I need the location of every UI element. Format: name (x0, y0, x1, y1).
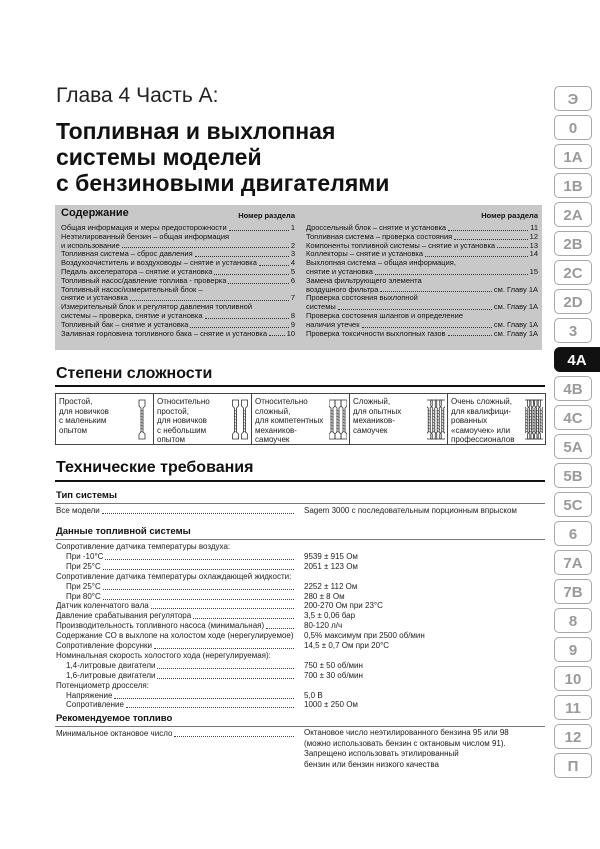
contents-item-section: 9 (290, 319, 295, 329)
title-line: Топливная и выхлопная (56, 118, 336, 144)
contents-item-text: Замена фильтрующего элемента (306, 276, 422, 285)
spec-divider (55, 503, 545, 504)
difficulty-table (55, 393, 546, 445)
contents-item-section: 15 (529, 266, 538, 276)
spec-row (56, 601, 544, 611)
spec-label: При 80°С (66, 591, 101, 601)
contents-item-section: см. Главу 1А (493, 319, 538, 329)
section-number-label: Номер раздела (481, 211, 538, 220)
contents-item-text: Топливный насос/измерительный блок – (61, 285, 203, 294)
spec-label: Давление срабатывания регулятора (56, 611, 192, 621)
contents-item-text: Коллекторы – снятие и установка (306, 249, 424, 259)
spec-divider (55, 539, 545, 540)
chapter-tab-4c[interactable]: 4C (554, 405, 592, 430)
chapter-tab-2c[interactable]: 2C (554, 260, 592, 285)
spec-row (56, 691, 544, 701)
spec-value: 5,0 В (304, 690, 323, 700)
difficulty-label: Сложный, для опытных механиков- самоучек (353, 397, 402, 435)
chapter-tab-э[interactable]: Э (554, 86, 592, 111)
chapter-tab-4b[interactable]: 4B (554, 376, 592, 401)
contents-item-section: 4 (290, 258, 295, 268)
specs-heading: Технические требования (56, 459, 254, 476)
difficulty-label: Относительно простой, для новичков с небольшим опытом (157, 397, 210, 444)
contents-item-text: Педаль акселератора – снятие и установка (61, 266, 213, 276)
spec-label: 1,6-литровые двигатели (66, 670, 156, 680)
spec-value: 2051 ± 123 Ом (304, 561, 358, 571)
spec-label: Производительность топливного насоса (минимальная) (56, 621, 265, 631)
contents-item-text: Компоненты топливной системы – снятие и установка (306, 240, 496, 250)
contents-item (61, 294, 295, 303)
spec-label: При 25°С (66, 561, 101, 571)
contents-item-section: 1 (290, 223, 295, 232)
contents-item-section: 7 (290, 293, 295, 303)
spec-row (56, 542, 544, 552)
chapter-tab-2a[interactable]: 2A (554, 202, 592, 227)
chapter-tab-1b[interactable]: 1B (554, 173, 592, 198)
contents-right-column (306, 209, 538, 338)
difficulty-level-2 (154, 394, 252, 444)
spec-label: Сопротивление датчика температуры воздуха: (56, 542, 231, 551)
spec-label: Напряжение (66, 690, 113, 700)
chapter-tab-2b[interactable]: 2B (554, 231, 592, 256)
contents-item-text: воздушного фильтра (306, 284, 379, 294)
spanner-icon (231, 398, 249, 440)
contents-item (306, 286, 538, 295)
difficulty-label: Очень сложный, для квалифици- рованных «самоучек» или профессионалов (451, 397, 515, 444)
system-type-heading: Тип системы (56, 490, 118, 501)
contents-item-text: снятие и установка (61, 293, 128, 303)
octane-note-line: бензин или бензин низкого качества (304, 759, 439, 769)
spec-row (56, 582, 544, 592)
spec-value: 9539 ± 915 Ом (304, 551, 358, 561)
spec-row (56, 631, 544, 641)
contents-item (306, 268, 538, 277)
page-title (56, 118, 389, 196)
spec-value: 0,5% максимум при 2500 об/мин (304, 631, 425, 641)
contents-item-text: снятие и установка (306, 266, 373, 276)
chapter-tab-4a[interactable]: 4A (554, 347, 600, 372)
chapter-tab-0[interactable]: 0 (554, 115, 592, 140)
contents-item-section: 3 (290, 249, 295, 259)
spec-row (56, 621, 544, 631)
spec-label: Сопротивление форсунки (56, 641, 153, 650)
spec-value: 80-120 л/ч (304, 621, 343, 631)
heading-rule (55, 385, 545, 387)
contents-item-text: системы (306, 302, 336, 312)
spanner-icon (329, 398, 347, 440)
chapter-tab-3[interactable]: 3 (554, 318, 592, 343)
octane-note-line: (можно использовать бензин с октановым числом 91). (304, 738, 506, 748)
fuel-data-heading: Данные топливной системы (56, 526, 191, 537)
contents-item (61, 277, 295, 286)
spec-label: Сопротивление датчика температуры охлаждающей жидкости: (56, 571, 292, 581)
spec-row (56, 562, 544, 572)
title-line: с бензиновыми двигателями (56, 170, 390, 196)
difficulty-level-3 (252, 394, 350, 444)
chapter-tab-10[interactable]: 10 (554, 666, 592, 691)
chapter-tab-6[interactable]: 6 (554, 521, 592, 546)
difficulty-label: Простой, для новичков с маленьким опытом (59, 397, 109, 435)
chapter-tab-7a[interactable]: 7A (554, 550, 592, 575)
contents-item (306, 303, 538, 312)
contents-item-section: 8 (290, 310, 295, 320)
spec-label: Потенциометр дросселя: (56, 680, 149, 690)
spec-label: При 25°С (66, 581, 101, 591)
chapter-tab-п[interactable]: П (554, 753, 592, 778)
chapter-label: Глава 4 Часть А: (56, 84, 219, 107)
spec-label: Сопротивление (66, 700, 124, 710)
contents-item-section: см. Главу 1А (493, 328, 538, 338)
difficulty-level-5 (448, 394, 545, 444)
chapter-tab-1a[interactable]: 1A (554, 144, 592, 169)
contents-item-text: Топливная система – проверка состояния (306, 231, 453, 241)
contents-item-text: Топливная система – сброс давления (61, 249, 193, 259)
spec-label: Минимальное октановое число (56, 729, 173, 738)
contents-item (61, 330, 295, 339)
spec-row (56, 681, 544, 691)
chapter-tab-7b[interactable]: 7B (554, 579, 592, 604)
contents-item-section: 12 (529, 231, 538, 241)
contents-heading: Содержание (61, 207, 129, 219)
contents-item-section: 13 (529, 240, 538, 250)
contents-item-text: Воздухоочиститель и воздуховоды – снятие и установка (61, 258, 257, 268)
spec-label: 1,4-литровые двигатели (66, 660, 156, 670)
contents-item-text: Заливная горловина топливного бака – снятие и установка (61, 328, 268, 338)
spanner-icon (525, 398, 543, 440)
contents-item-section: 14 (529, 249, 538, 259)
contents-item-text: Общая информация и меры предосторожности (61, 223, 227, 232)
spec-label: Датчик коленчатого вала (56, 601, 149, 611)
heading-rule (55, 480, 545, 482)
spec-value: 200-270 Ом при 23°С (304, 601, 383, 611)
contents-item-text: Выхлопная система – общая информация, (306, 259, 456, 268)
contents-item-text: Неэтилированный бензин – общая информация (61, 232, 230, 241)
contents-item-text: системы – проверка, снятие и установка (61, 310, 203, 320)
difficulty-label: Относительно сложный, для компетентных механиков- самоучек (255, 397, 324, 444)
chapter-tab-8[interactable]: 8 (554, 608, 592, 633)
contents-item-text: Проверка токсичности выхлопных газов (306, 328, 446, 338)
spec-value: 280 ± 8 Ом (304, 591, 345, 601)
contents-item-section: 11 (530, 223, 538, 232)
spec-value: 2252 ± 112 Ом (304, 581, 358, 591)
chapter-tab-5a[interactable]: 5A (554, 434, 592, 459)
octane-note-line: Октановое число неэтилированного бензина 95 или 98 (304, 728, 509, 737)
contents-item (306, 250, 538, 259)
octane-note-line: Запрещено использовать этилированный (304, 749, 459, 758)
difficulty-level-1 (56, 394, 154, 444)
contents-item-text: Проверка состояния шлангов и определение (306, 311, 464, 320)
contents-item-text: Дроссельный блок – снятие и установка (306, 223, 447, 232)
chapter-tab-9[interactable]: 9 (554, 637, 592, 662)
contents-left-column (61, 209, 295, 338)
spec-row (56, 506, 544, 516)
spec-row (56, 641, 544, 651)
contents-item-section: 6 (290, 275, 295, 285)
spanner-icon (427, 398, 445, 440)
spec-divider (55, 726, 545, 727)
difficulty-heading: Степени сложности (56, 365, 213, 382)
contents-item-text: и использование (61, 240, 120, 250)
title-line: системы моделей (56, 144, 262, 170)
spec-value: 14,5 ± 0,7 Ом при 20°С (304, 641, 390, 650)
contents-item-section: см. Главу 1А (493, 284, 538, 294)
spec-row (56, 661, 544, 671)
spec-row (56, 552, 544, 562)
contents-item-text: Топливный насос/давление топлива - проверка (61, 275, 227, 285)
contents-item-text: Измерительный блок и регулятор давления топливной (61, 303, 253, 312)
contents-item-section: 10 (286, 328, 295, 338)
spec-row (56, 651, 544, 661)
spec-row (56, 671, 544, 681)
spec-label: При -10°С (66, 551, 104, 561)
chapter-tab-11[interactable]: 11 (554, 695, 592, 720)
spec-row (56, 611, 544, 621)
spec-value: 700 ± 30 об/мин (304, 670, 363, 680)
contents-item-text: Проверка состояния выхлопной (306, 294, 418, 303)
spec-value: 3,5 ± 0,06 бар (304, 611, 356, 621)
spanner-icon (133, 398, 151, 440)
contents-box (55, 205, 542, 350)
spec-row (56, 700, 544, 710)
chapter-tab-5b[interactable]: 5B (554, 463, 592, 488)
contents-item-section: см. Главу 1А (493, 302, 538, 312)
spec-label: Номинальная скорость холостого хода (нерегулируемая): (56, 650, 271, 660)
chapter-tab-5c[interactable]: 5C (554, 492, 592, 517)
recommended-fuel-heading: Рекомендуемое топливо (56, 713, 173, 724)
spec-value: 750 ± 50 об/мин (304, 660, 363, 670)
octane-note (304, 728, 544, 770)
contents-item-text: наличия утечек (306, 319, 360, 329)
difficulty-level-4 (350, 394, 448, 444)
spec-row (56, 592, 544, 602)
spec-row (56, 572, 544, 582)
spec-value: Sagem 3000 с последовательным порционным впрыском (304, 506, 517, 515)
contents-item (61, 224, 295, 233)
spec-label: Все модели (56, 506, 100, 515)
contents-item-text: Топливный бак – снятие и установка (61, 319, 189, 329)
section-number-label: Номер раздела (238, 211, 295, 220)
spec-value: 1000 ± 250 Ом (304, 700, 358, 710)
chapter-tab-2d[interactable]: 2D (554, 289, 592, 314)
contents-item (306, 330, 538, 339)
contents-item-section: 5 (290, 266, 295, 276)
contents-item-section: 2 (290, 240, 295, 250)
chapter-tab-12[interactable]: 12 (554, 724, 592, 749)
spec-label: Содержание СО в выхлопе на холостом ходе (нерегулируемое) (56, 631, 294, 641)
